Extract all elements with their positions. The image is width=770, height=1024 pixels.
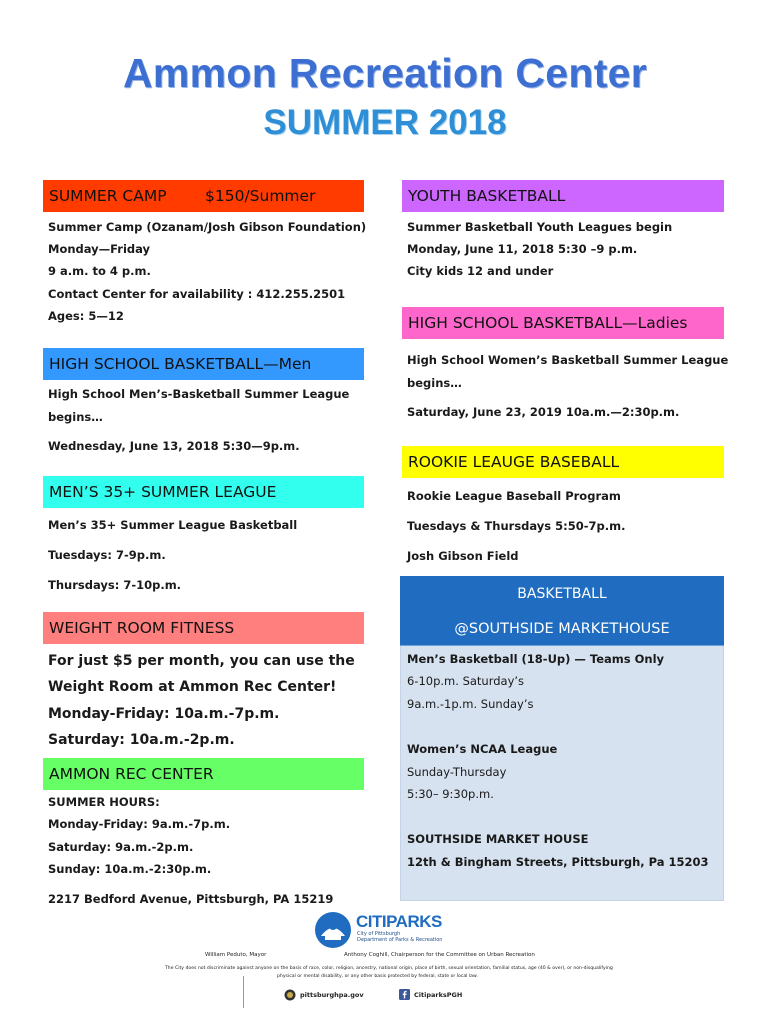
weight-line: For just $5 per month, you can use the: [48, 653, 355, 669]
summer-camp-line: Contact Center for availability : 412.255.2501: [48, 287, 346, 301]
mens35-line: Men’s 35+ Summer League Basketball: [48, 518, 298, 532]
youth-basketball-line: City kids 12 and under: [407, 264, 554, 278]
southside-line: Women’s NCAA League: [407, 742, 558, 756]
southside-line: 9a.m.-1p.m. Sunday’s: [407, 697, 534, 711]
summer-camp-line: Monday—Friday: [48, 242, 151, 256]
southside-line: 6-10p.m. Saturday’s: [407, 674, 525, 688]
rookie-header: ROOKIE LEAUGE BASEBALL: [402, 446, 724, 478]
hs-ladies-line: begins…: [407, 376, 462, 390]
summer-camp-title: SUMMER CAMP: [49, 187, 167, 205]
hs-men-line: begins…: [48, 410, 103, 424]
summer-camp-line: Ages: 5—12: [48, 309, 124, 323]
website-link[interactable]: pittsburghpa.gov: [300, 991, 364, 999]
mens35-header: MEN’S 35+ SUMMER LEAGUE: [43, 476, 364, 508]
disclaimer-line1: The City does not discriminate against anyone on the basis of race, color, religion, ancestry, national origin, place of birth, sexual orientation, familial status, age (40 & over), or non-disqualifying: [165, 966, 613, 971]
page-title: Ammon Recreation Center: [122, 50, 648, 96]
southside-header-line1: BASKETBALL: [517, 586, 607, 602]
social-handle[interactable]: CitiparksPGH: [414, 991, 463, 999]
southside-header: [400, 576, 724, 646]
youth-basketball-header: YOUTH BASKETBALL: [402, 180, 724, 212]
city-seal-icon: [284, 989, 296, 1001]
ammon-line: Saturday: 9a.m.-2p.m.: [48, 840, 194, 854]
rookie-line: Josh Gibson Field: [407, 549, 519, 563]
citiparks-logo-sub2: Department of Parks & Recreation: [357, 937, 443, 943]
hs-ladies-header: HIGH SCHOOL BASKETBALL—Ladies: [402, 307, 724, 339]
ammon-line: Monday-Friday: 9a.m.-7p.m.: [48, 817, 231, 831]
summer-camp-line: 9 a.m. to 4 p.m.: [48, 264, 151, 278]
citiparks-logo-sub1: City of Pittsburgh: [357, 931, 401, 937]
youth-basketball-line: Monday, June 11, 2018 5:30 –9 p.m.: [407, 242, 638, 256]
ammon-line: SUMMER HOURS:: [48, 795, 160, 809]
hs-men-line: Wednesday, June 13, 2018 5:30—9p.m.: [48, 439, 300, 453]
southside-line: 5:30– 9:30p.m.: [407, 787, 494, 801]
weight-line: Saturday: 10a.m.-2p.m.: [48, 732, 235, 748]
weight-line: Monday-Friday: 10a.m.-7p.m.: [48, 706, 280, 722]
hs-men-header: HIGH SCHOOL BASKETBALL—Men: [43, 348, 364, 380]
weight-header: WEIGHT ROOM FITNESS: [43, 612, 364, 644]
rookie-line: Rookie League Baseball Program: [407, 489, 621, 503]
footer-divider: [243, 976, 244, 1008]
ammon-header: AMMON REC CENTER: [43, 758, 364, 790]
summer-camp-header: [43, 180, 364, 212]
southside-line: 12th & Bingham Streets, Pittsburgh, Pa 15203: [407, 855, 709, 869]
southside-line: SOUTHSIDE MARKET HOUSE: [407, 832, 589, 846]
ammon-line: 2217 Bedford Avenue, Pittsburgh, PA 15219: [48, 892, 334, 906]
southside-line: Sunday-Thursday: [407, 765, 507, 779]
youth-basketball-line: Summer Basketball Youth Leagues begin: [407, 220, 673, 234]
weight-line: Weight Room at Ammon Rec Center!: [48, 679, 337, 695]
hs-ladies-line: Saturday, June 23, 2019 10a.m.—2:30p.m.: [407, 405, 680, 419]
page-subtitle: SUMMER 2018: [263, 103, 507, 142]
ammon-line: Sunday: 10a.m.-2:30p.m.: [48, 862, 212, 876]
citiparks-logo-text: CITIPARKS: [356, 912, 442, 931]
southside-line: Men’s Basketball (18-Up) — Teams Only: [407, 652, 665, 666]
chair-credit: Anthony Coghill, Chairperson for the Committee on Urban Recreation: [344, 952, 535, 958]
facebook-icon[interactable]: [399, 989, 410, 1000]
rookie-line: Tuesdays & Thursdays 5:50-7p.m.: [407, 519, 626, 533]
hs-men-line: High School Men’s-Basketball Summer League: [48, 387, 350, 401]
disclaimer-line2: physical or mental disability, or any other basis protected by federal, state or local law.: [277, 974, 478, 979]
mayor-credit: William Peduto, Mayor: [205, 952, 267, 958]
mens35-line: Thursdays: 7-10p.m.: [48, 578, 182, 592]
mens35-line: Tuesdays: 7-9p.m.: [48, 548, 166, 562]
hs-ladies-line: High School Women’s Basketball Summer League: [407, 353, 729, 367]
summer-camp-price: $150/Summer: [205, 187, 316, 205]
summer-camp-line: Summer Camp (Ozanam/Josh Gibson Foundation): [48, 220, 367, 234]
southside-header-line2: @SOUTHSIDE MARKETHOUSE: [454, 621, 670, 637]
citiparks-logo-icon: [313, 910, 357, 950]
